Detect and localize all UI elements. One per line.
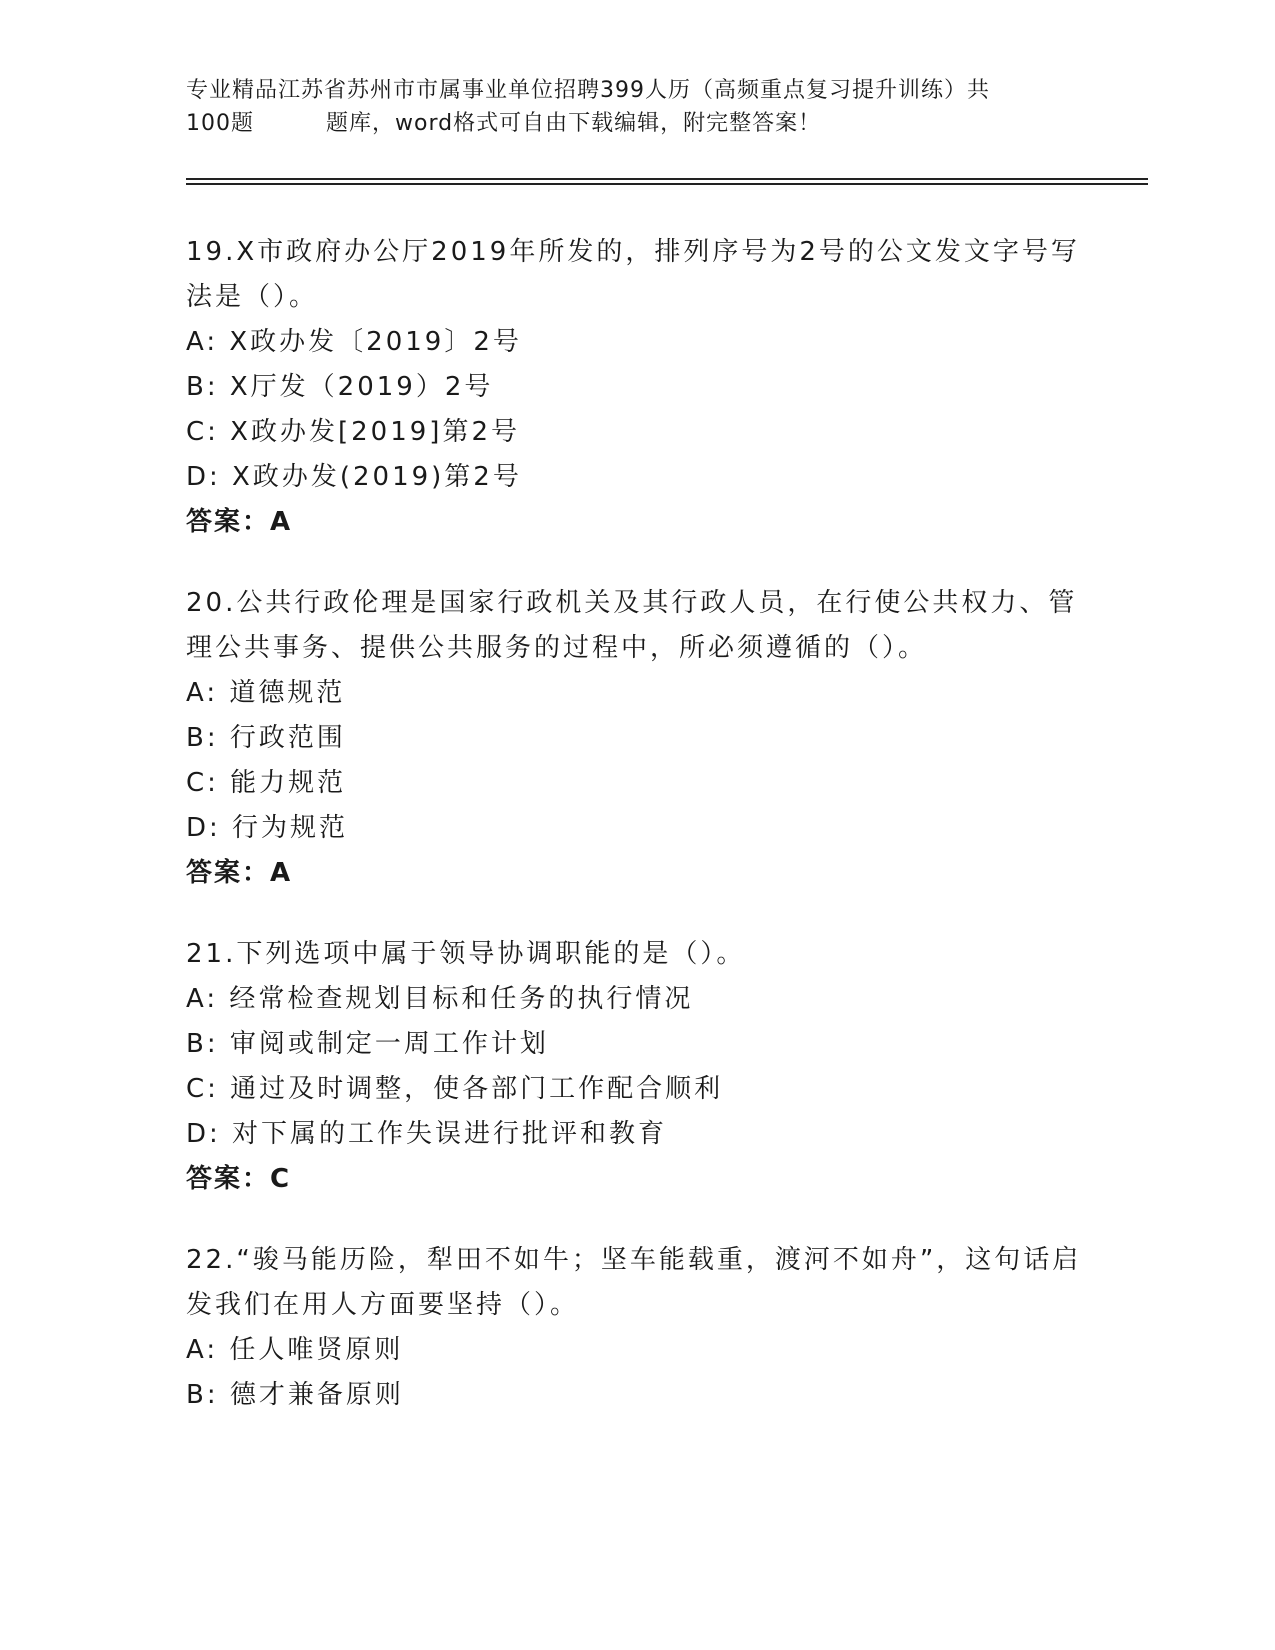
option-b: B: 行政范围: [186, 723, 346, 753]
option-b: B: 审阅或制定一周工作计划: [186, 1029, 549, 1059]
question-text: 21.下列选项中属于领导协调职能的是（）。: [186, 939, 746, 969]
question-list: [186, 230, 1086, 1454]
question-19: [186, 230, 1086, 545]
option-c: C: 能力规范: [186, 768, 347, 798]
answer-line: 答案：C: [186, 1164, 292, 1194]
header-description: 题库，word格式可自由下载编辑，附完整答案！: [326, 111, 822, 136]
option-a: A: 任人唯贤原则: [186, 1335, 404, 1365]
question-20: [186, 581, 1086, 896]
question-21: [186, 932, 1086, 1202]
option-c: C: 通过及时调整，使各部门工作配合顺利: [186, 1074, 724, 1104]
header-count: 100题: [186, 111, 254, 136]
question-text: 20.公共行政伦理是国家行政机关及其行政人员，在行使公共权力、管理公共事务、提供公共服务的过程中，所必须遵循的（）。: [186, 588, 1078, 663]
question-text: 22.“骏马能历险，犁田不如牛；坚车能载重，渡河不如舟”，这句话启发我们在用人方面要坚持（）。: [186, 1245, 1082, 1320]
option-a: A: 经常检查规划目标和任务的执行情况: [186, 984, 694, 1014]
header-divider-bottom: [186, 183, 1148, 185]
document-header: [186, 74, 1086, 140]
question-22: [186, 1238, 1086, 1418]
question-text: 19.X市政府办公厅2019年所发的，排列序号为2号的公文发文字号写法是（）。: [186, 237, 1080, 312]
header-title-line1: 专业精品江苏省苏州市市属事业单位招聘399人历（高频重点复习提升训练）共: [186, 78, 990, 103]
answer-line: 答案：A: [186, 858, 293, 888]
option-d: D: 行为规范: [186, 813, 349, 843]
option-d: D: X政办发(2019)第2号: [186, 462, 522, 492]
answer-line: 答案：A: [186, 507, 293, 537]
option-a: A: 道德规范: [186, 678, 346, 708]
option-c: C: X政办发[2019]第2号: [186, 417, 520, 447]
option-b: B: 德才兼备原则: [186, 1380, 404, 1410]
header-divider-top: [186, 178, 1148, 180]
header-title-line2: [186, 107, 1086, 140]
option-d: D: 对下属的工作失误进行批评和教育: [186, 1119, 668, 1149]
option-b: B: X厅发（2019）2号: [186, 372, 494, 402]
option-a: A: X政办发〔2019〕2号: [186, 327, 522, 357]
